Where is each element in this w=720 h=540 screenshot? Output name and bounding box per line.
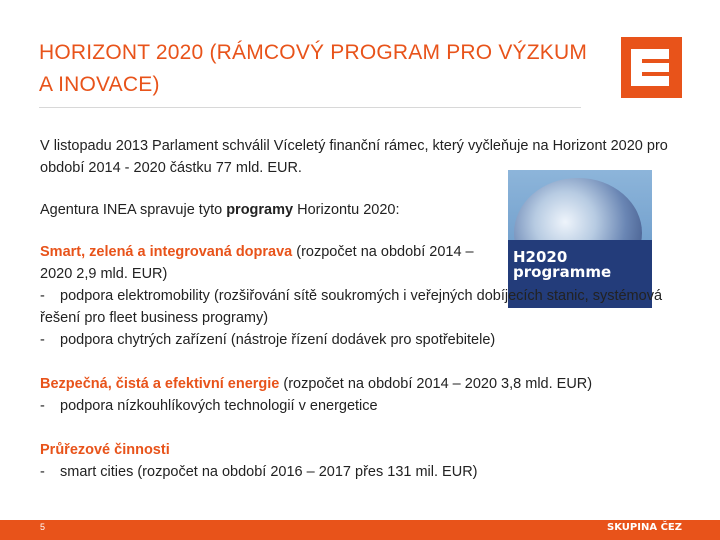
program-3-item-1-text: smart cities (rozpočet na období 2016 – 2017 přes 131 mil. EUR)	[60, 464, 478, 480]
program-3-header	[40, 439, 680, 461]
slide-title: HORIZONT 2020 (RÁMCOVÝ PROGRAM PRO VÝZKUM A INOVACE)	[39, 41, 588, 96]
program-1-budget: (rozpočet na období 2014 – 2020 2,9 mld. EUR)	[40, 244, 474, 282]
cez-logo-icon	[621, 37, 682, 98]
agency-prefix: Agentura INEA spravuje tyto	[40, 202, 227, 218]
program-2-name: Bezpečná, čistá a efektivní energie	[40, 376, 280, 392]
program-2-header	[40, 373, 680, 395]
bullet-dash: -	[40, 398, 45, 414]
program-3-name: Průřezové činnosti	[40, 442, 170, 458]
program-1-item-1	[40, 285, 680, 329]
page-number: 5	[40, 522, 46, 532]
agency-paragraph	[40, 199, 680, 221]
program-1-item-2	[40, 329, 680, 351]
program-1-name: Smart, zelená a integrovaná doprava	[40, 244, 293, 260]
footer-brand: SKUPINA ČEZ	[607, 522, 682, 533]
bullet-dash: -	[40, 332, 45, 348]
program-2-item-1-text: podpora nízkouhlíkových technologií v energetice	[60, 398, 378, 414]
image-caption-line2: programme	[513, 263, 612, 281]
slide-content	[40, 135, 680, 483]
image-caption-line1: H2020	[513, 248, 568, 266]
program-1-header	[40, 241, 495, 285]
agency-bold-word: programy	[226, 202, 294, 218]
bullet-dash: -	[40, 464, 45, 480]
program-2-budget: (rozpočet na období 2014 – 2020 3,8 mld. EUR)	[279, 376, 593, 392]
intro-paragraph: V listopadu 2013 Parlament schválil Víceletý finanční rámec, který vyčleňuje na Horizont 2020 pro období 2014 - 2020 částku 77 mld. EUR.	[40, 138, 668, 176]
program-1-item-2-text: podpora chytrých zařízení (nástroje řízení dodávek pro spotřebitele)	[60, 332, 496, 348]
agency-suffix: Horizontu 2020:	[293, 202, 400, 218]
program-3-item-1	[40, 461, 680, 483]
program-2-item-1	[40, 395, 680, 417]
program-1-item-1-text: podpora elektromobility (rozšiřování sítě soukromých i veřejných dobíjecích stanic, systémová řešení pro fleet business programy)	[40, 288, 663, 326]
title-divider	[39, 107, 581, 108]
bullet-dash: -	[40, 288, 45, 304]
